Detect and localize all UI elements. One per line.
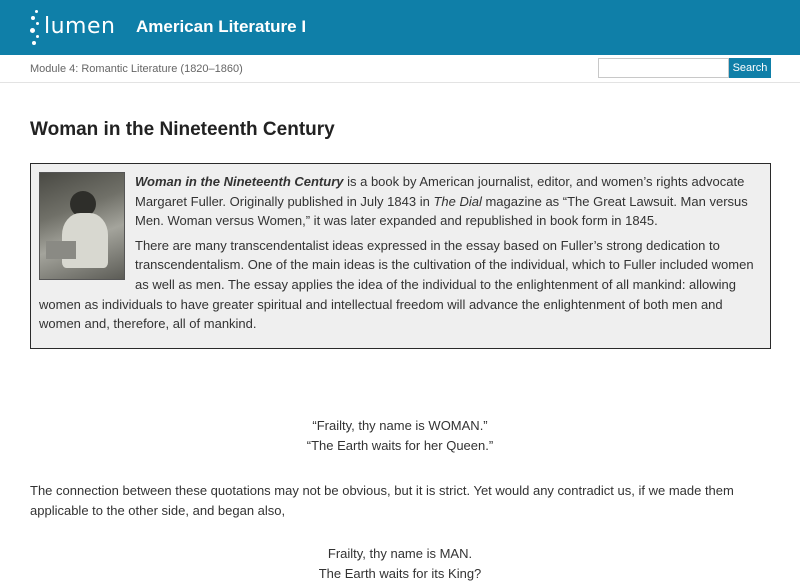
logo-wordmark: lumen (44, 14, 116, 39)
info-paragraph-1 (39, 172, 763, 231)
page-title: Woman in the Nineteenth Century (30, 119, 335, 140)
course-title[interactable]: American Literature I (136, 17, 307, 36)
info-box (30, 163, 771, 349)
the-dial-emphasis: The Dial (433, 193, 482, 209)
info-paragraph-2: There are many transcendentalist ideas expressed in the essay based on Fuller’s strong dedication to transcendentalism. One of the main ideas is the cultivation of the individual, which to Fuller included women as well as men. The essay applies the idea of the individual to the enlightenment of all mankind: allowing women as individuals to have greater spiritual and intellectual freedom will advance the enlightenment of both men and women and, therefore, all of mankind. (39, 237, 754, 332)
top-header-bar (0, 0, 800, 55)
quote-block-1 (0, 416, 800, 456)
breadcrumb[interactable]: Module 4: Romantic Literature (1820–1860) (30, 63, 243, 75)
info-paragraph-1-text-a: is a book by American journalist, editor, and women’s rights advocate Margaret Fuller. Originally published in July 1843 in (135, 174, 745, 209)
info-box-text (39, 172, 763, 339)
book-title-emphasis: Woman in the Nineteenth Century (135, 174, 344, 189)
search-input[interactable] (598, 58, 729, 78)
quote-line: The Earth waits for its King? (318, 566, 482, 581)
quote-line: “Frailty, thy name is WOMAN.” (312, 418, 488, 433)
quote-line: Frailty, thy name is MAN. (327, 546, 473, 561)
logo-dots-icon (30, 10, 42, 46)
body-paragraph: The connection between these quotations may not be obvious, but it is strict. Yet would any contradict us, if we made them applicable to the other side, and began also, (30, 483, 734, 518)
module-subheader (0, 55, 800, 83)
lumen-logo[interactable] (30, 10, 116, 46)
info-paragraph-1-text-b: magazine as “The Great Lawsuit. Man versus Men. Woman versus Women,” it was later expanded and republished in book form in 1845. (135, 193, 748, 229)
quote-block-2 (0, 544, 800, 584)
search-button[interactable]: Search (729, 58, 771, 78)
quote-line: “The Earth waits for her Queen.” (306, 438, 494, 453)
